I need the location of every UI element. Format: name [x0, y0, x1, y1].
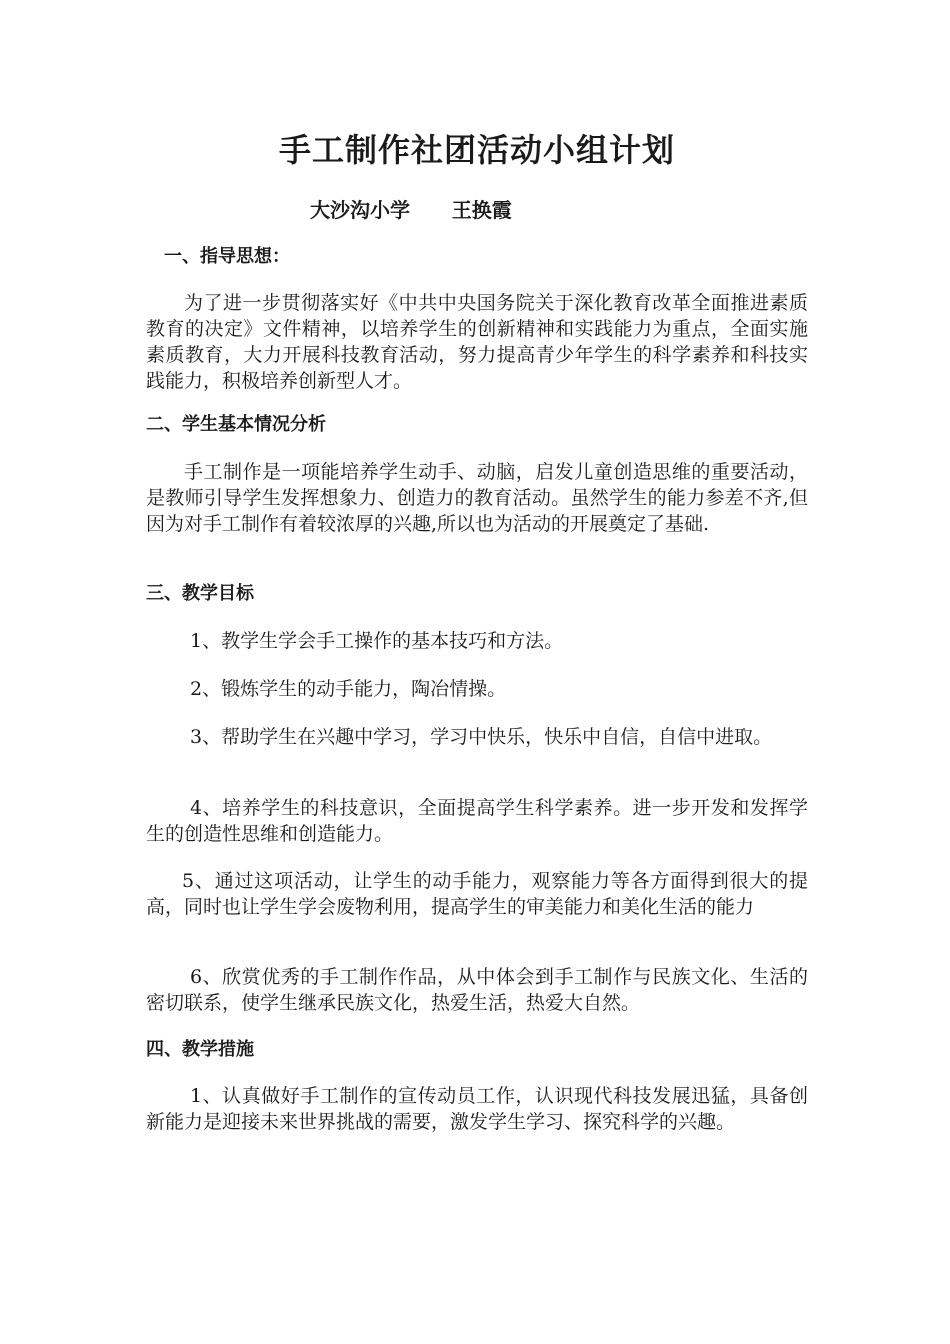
document-title: 手工制作社团活动小组计划 [278, 131, 675, 169]
section-heading-guiding-ideology: 一、指导思想： [164, 246, 290, 267]
author-byline: 大沙沟小学 王换霞 [310, 198, 512, 222]
paragraph-guiding-ideology: 为了进一步贯彻落实好《中共中央国务院关于深化教育改革全面推进素质教育的决定》文件精神，以培养学生的创新精神和实践能力为重点，全面实施素质教育，大力开展科技教育活动，努力提高青少年学生的科学素养和科技实践能力，积极培养创新型人才。 [146, 292, 808, 392]
section-heading-teaching-measures: 四、教学措施 [146, 1039, 254, 1060]
goal-item-3: 3、帮助学生在兴趣中学习，学习中快乐，快乐中自信，自信中进取。 [190, 726, 773, 748]
paragraph-student-analysis: 手工制作是一项能培养学生动手、动脑，启发儿童创造思维的重要活动，是教师引导学生发挥想象力、创造力的教育活动。虽然学生的能力参差不齐,但因为对手工制作有着较浓厚的兴趣,所以也为活动的开展奠定了基础. [146, 461, 808, 535]
measure-item-1: 1、认真做好手工制作的宣传动员工作，认识现代科技发展迅猛，具备创新能力是迎接未来世界挑战的需要，激发学生学习、探究科学的兴趣。 [146, 1085, 808, 1133]
goal-item-2: 2、锻炼学生的动手能力，陶冶情操。 [190, 678, 507, 700]
section-heading-student-analysis: 二、学生基本情况分析 [146, 414, 326, 435]
goal-item-1: 1、教学生学会手工操作的基本技巧和方法。 [190, 630, 564, 652]
goal-item-4: 4、培养学生的科技意识，全面提高学生科学素养。进一步开发和发挥学生的创造性思维和创造能力。 [146, 797, 808, 845]
section-heading-teaching-goals: 三、教学目标 [146, 583, 254, 604]
goal-item-5: 5、通过这项活动，让学生的动手能力，观察能力等各方面得到很大的提高，同时也让学生学会废物利用，提高学生的审美能力和美化生活的能力 [146, 870, 808, 918]
goal-item-6: 6、欣赏优秀的手工制作作品，从中体会到手工制作与民族文化、生活的密切联系，使学生继承民族文化，热爱生活，热爱大自然。 [146, 966, 808, 1014]
